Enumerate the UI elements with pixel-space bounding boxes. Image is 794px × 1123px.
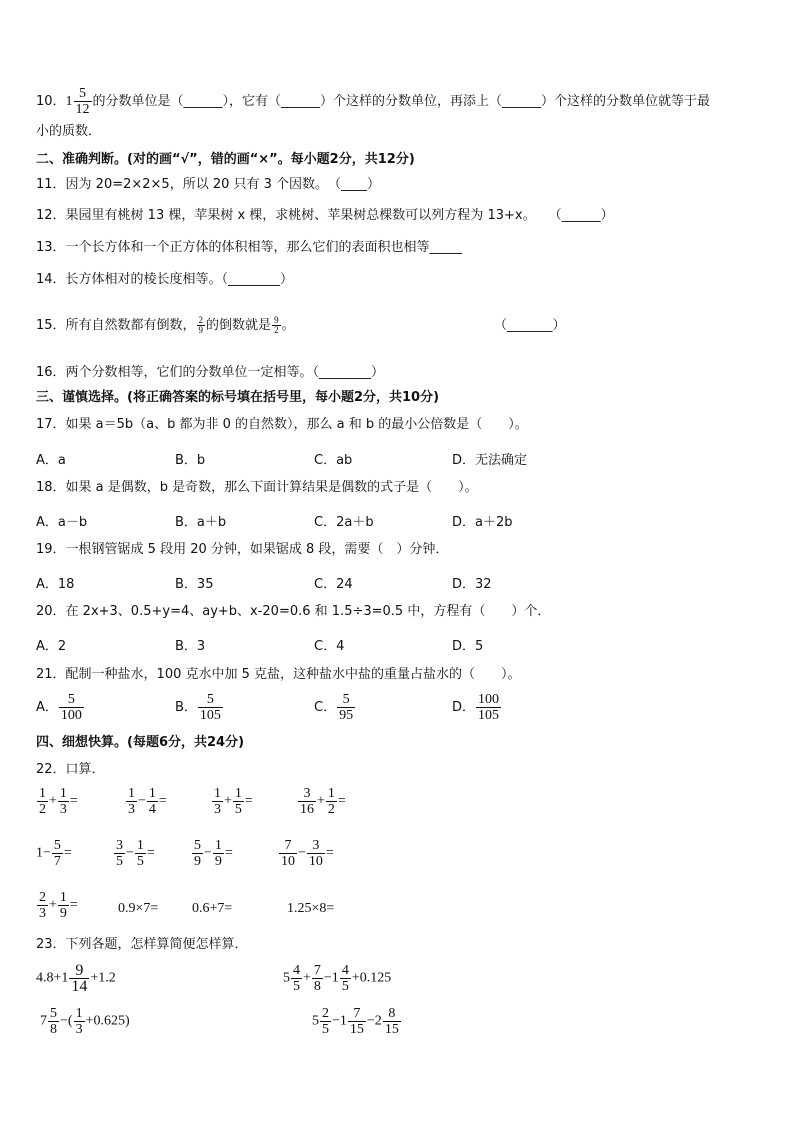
oral-expr-9: $\frac{2}{3}$ + $\frac{1}{9}$ =	[39, 890, 78, 921]
oral-expr-5: 1− $\frac{5}{7}$ =	[36, 838, 72, 869]
question-18: 18．如果 a 是偶数，b 是奇数，那么下面计算结果是偶数的式子是（ ）。	[36, 480, 478, 495]
question-number: 10．	[36, 94, 66, 109]
option-c: C．2a＋b	[314, 515, 374, 530]
oral-expr-2: $\frac{1}{3}$ − $\frac{1}{4}$ =	[128, 786, 167, 817]
question-22: 22．口算．	[36, 762, 105, 777]
question-14: 14．长方体相对的棱长度相等。（________）	[36, 272, 294, 287]
question-text: 的分数单位是（______），它有（______）个这样的分数单位，再添上（______）个这样的分数单位就等于最	[92, 94, 711, 109]
question-15-blank: （_______）	[494, 318, 566, 333]
calc-expr-2: 5 $\frac{4}{5}$ + $\frac{7}{8}$ −1 $\frac{4}{5}$ +0.125	[283, 963, 392, 994]
option-c: C．24	[314, 577, 353, 592]
option-b: B．b	[175, 453, 206, 468]
option-a: A．a－b	[36, 515, 88, 530]
question-10	[36, 86, 710, 117]
oral-expr-1: $\frac{1}{2}$ + $\frac{1}{3}$ =	[39, 786, 78, 817]
option-a: A． $\frac{5}{100}$	[36, 692, 82, 723]
question-16: 16．两个分数相等，它们的分数单位一定相等。（________）	[36, 365, 385, 380]
oral-expr-4: $\frac{3}{16}$ + $\frac{1}{2}$ =	[300, 786, 346, 817]
oral-expr-6: $\frac{3}{5}$ − $\frac{1}{5}$ =	[116, 838, 155, 869]
option-d: D．32	[452, 577, 492, 592]
option-c: C． $\frac{5}{95}$	[314, 692, 354, 723]
fraction: $\frac{5}{12}$	[75, 86, 90, 117]
oral-expr-12: 1.25×8=	[287, 901, 335, 916]
section-2-heading: 二、准确判断。(对的画“√”，错的画“×”。每小题2分，共12分)	[36, 152, 415, 167]
option-a: A．a	[36, 453, 66, 468]
option-d: D．5	[452, 639, 484, 654]
fraction: $\frac{9}{2}$	[274, 315, 279, 335]
option-b: B．a＋b	[175, 515, 227, 530]
mixed-whole: 1	[65, 94, 73, 109]
option-b: B． $\frac{5}{105}$	[175, 692, 221, 723]
option-b: B．3	[175, 639, 206, 654]
fraction: $\frac{5}{105}$	[199, 692, 221, 723]
question-12: 12．果园里有桃树 13 棵，苹果树 x 棵，求桃树、苹果树总棵数可以列方程为 13+x。 （______）	[36, 208, 614, 223]
section-3-heading: 三、谨慎选择。(将正确答案的标号填在括号里，每小题2分，共10分)	[36, 390, 440, 405]
option-d: D． $\frac{100}{105}$	[452, 692, 500, 723]
calc-expr-4: 5 $\frac{2}{5}$ −1 $\frac{7}{15}$ −2 $\frac{8}{15}$	[312, 1006, 399, 1037]
fraction: $\frac{100}{105}$	[478, 692, 500, 723]
oral-expr-8: $\frac{7}{10}$ − $\frac{3}{10}$ =	[281, 838, 334, 869]
fraction: $\frac{5}{95}$	[339, 692, 354, 723]
question-19: 19．一根钢管锯成 5 段用 20 分钟，如果锯成 8 段，需要（ ）分钟．	[36, 542, 449, 557]
option-c: C．ab	[314, 453, 353, 468]
section-4-heading: 四、细想快算。(每题6分，共24分)	[36, 735, 245, 750]
option-d: D．无法确定	[452, 453, 528, 468]
oral-expr-3: $\frac{1}{3}$ + $\frac{1}{5}$ =	[214, 786, 253, 817]
option-c: C．4	[314, 639, 345, 654]
question-11: 11．因为 20=2×2×5，所以 20 只有 3 个因数。 （____）	[36, 177, 381, 192]
fraction: $\frac{5}{100}$	[60, 692, 82, 723]
question-21: 21．配制一种盐水，100 克水中加 5 克盐，这种盐水中盐的重量占盐水的（ ）。	[36, 667, 521, 682]
option-d: D．a＋2b	[452, 515, 513, 530]
fraction: $\frac{2}{9}$	[198, 315, 204, 335]
option-a: A．2	[36, 639, 67, 654]
oral-expr-7: $\frac{5}{9}$ − $\frac{1}{9}$ =	[194, 838, 233, 869]
question-15: 15．所有自然数都有倒数， $\frac{2}{9}$ 的倒数就是 $\frac{9}{2}$ 。	[36, 315, 295, 335]
oral-expr-10: 0.9×7=	[118, 901, 159, 916]
question-23: 23．下列各题，怎样算简便怎样算．	[36, 937, 248, 952]
option-a: A．18	[36, 577, 75, 592]
oral-expr-11: 0.6+7=	[192, 901, 233, 916]
option-b: B．35	[175, 577, 214, 592]
question-20: 20．在 2x+3、0.5+y=4、ay+b、x-20=0.6 和 1.5÷3=0.5 中，方程有（ ）个．	[36, 604, 551, 619]
question-13: 13．一个长方体和一个正方体的体积相等，那么它们的表面积也相等_____	[36, 240, 463, 255]
question-10-cont: 小的质数．	[36, 124, 102, 139]
question-17: 17．如果 a＝5b（a、b 都为非 0 的自然数），那么 a 和 b 的最小公倍数是（ ）。	[36, 417, 528, 432]
calc-expr-1: 4.8+1 $\frac{9}{14}$ +1.2	[36, 962, 116, 995]
calc-expr-3: 7 $\frac{5}{8}$ −( $\frac{1}{3}$ +0.625)	[40, 1006, 130, 1037]
